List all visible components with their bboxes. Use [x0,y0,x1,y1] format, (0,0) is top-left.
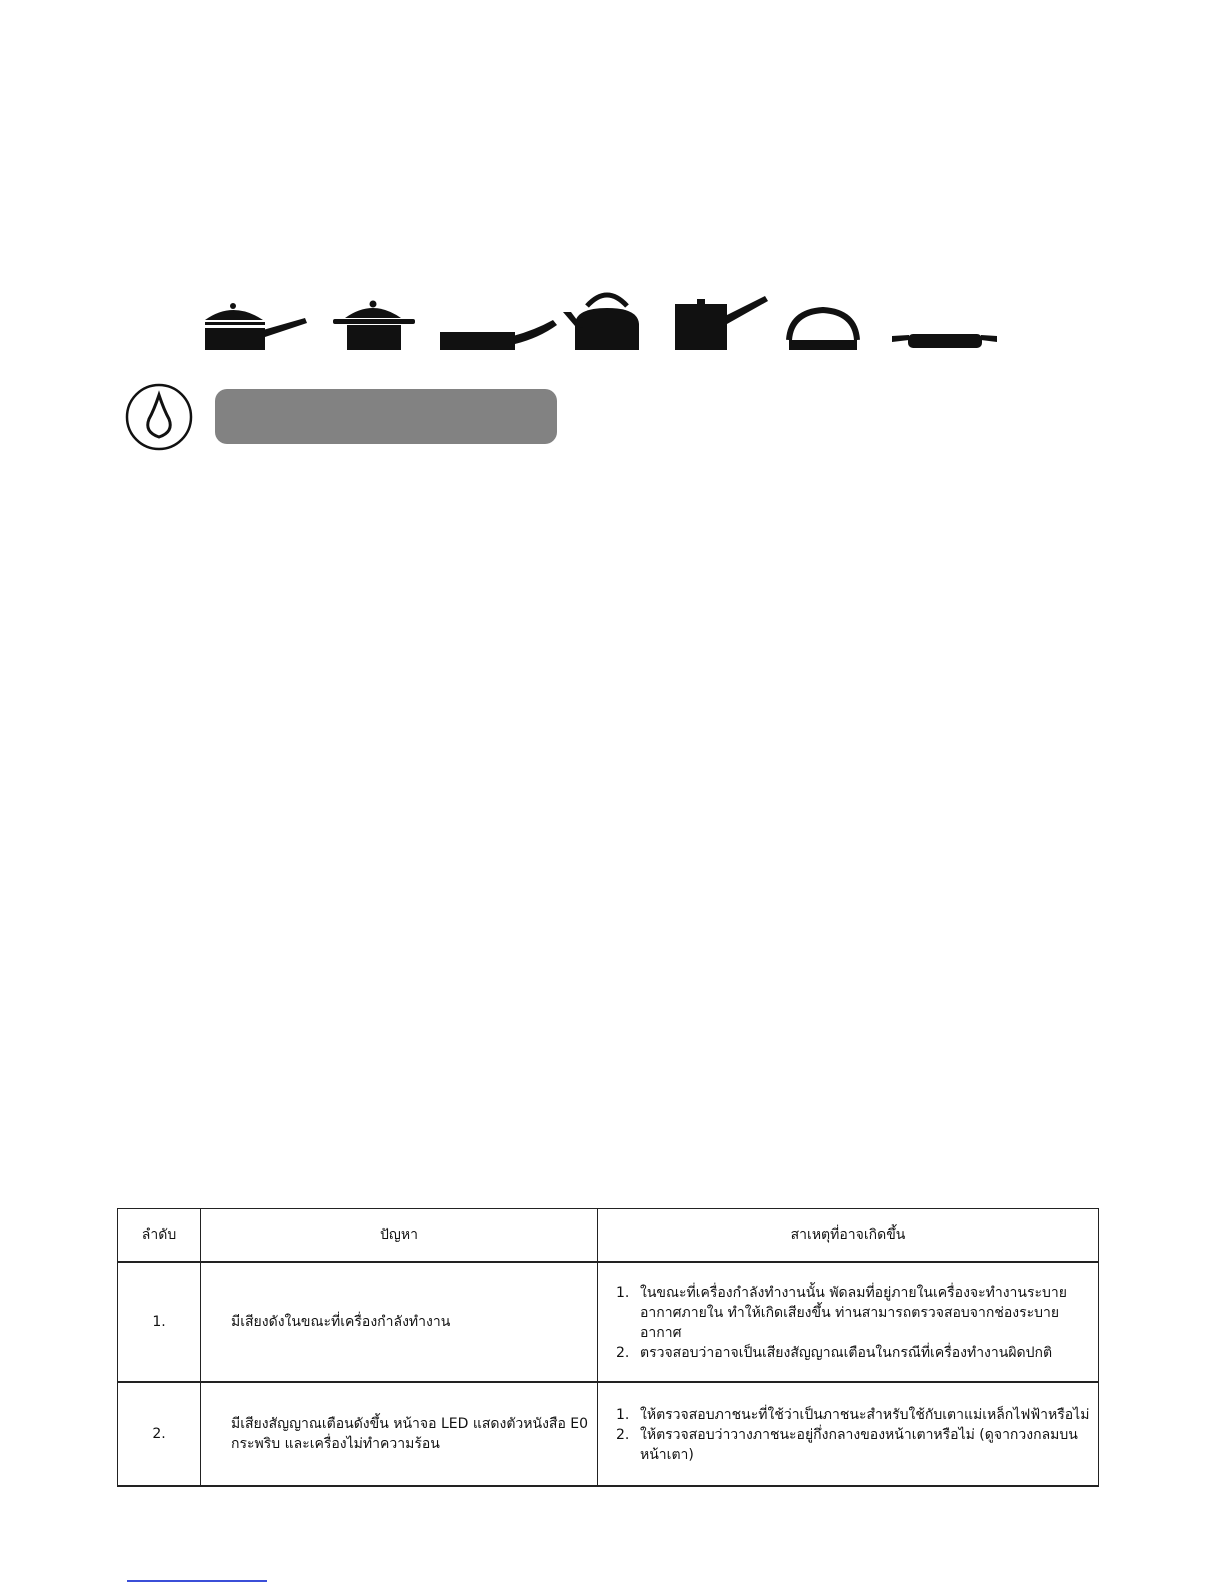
cause-item [616,1425,1094,1465]
table-row [118,1382,1099,1486]
cause-list [616,1405,1094,1465]
water-drop-icon [124,382,194,452]
frying-pan-icon [440,320,557,350]
cause-list [616,1283,1094,1363]
cause-cell [598,1382,1099,1486]
cookware-svg [195,282,1005,362]
saute-pan-with-lid-icon [205,303,307,350]
cause-number: 2. [616,1427,630,1443]
cause-number: 2. [616,1345,630,1361]
cause-text: ให้ตรวจสอบว่าวางภาชนะอยู่กึ่งกลางของหน้าเตาหรือไม่ (ดูจากวงกลมบนหน้าเตา) [640,1427,1078,1463]
cause-item [616,1283,1094,1343]
problem-text: มีเสียงดังในขณะที่เครื่องกำลังทำงาน [201,1262,598,1382]
cause-number: 1. [616,1285,630,1301]
saucepan-icon [675,296,768,350]
row-number: 2. [118,1382,201,1486]
cause-item [616,1343,1094,1363]
column-header-cause: สาเหตุที่อาจเกิดขึ้น [598,1209,1099,1263]
casserole-pot-icon [333,301,415,351]
problem-text: มีเสียงสัญญาณเตือนดังขึ้น หน้าจอ LED แสดงตัวหนังสือ E0 กระพริบ และเครื่องไม่ทำความร้อน [201,1382,598,1486]
cause-number: 1. [616,1407,630,1423]
section-header-bar [215,389,557,444]
cause-cell [598,1262,1099,1382]
wok-icon [789,307,857,350]
column-header-no: ลำดับ [118,1209,201,1263]
section-header [124,382,564,452]
table-row [118,1262,1099,1382]
table-header-row [118,1209,1099,1263]
cause-text: ให้ตรวจสอบภาชนะที่ใช้ว่าเป็นภาชนะสำหรับใช้กับเตาแม่เหล็กไฟฟ้าหรือไม่ [640,1407,1090,1423]
cause-text: ตรวจสอบว่าอาจเป็นเสียงสัญญาณเตือนในกรณีที่เครื่องทำงานผิดปกติ [640,1345,1053,1361]
cause-text: ในขณะที่เครื่องกำลังทำงานนั้น พัดลมที่อยู่ภายในเครื่องจะทำงานระบายอากาศภายใน ทำให้เกิดเสียงขึ้น ท่านสามารถตรวจสอบจากช่องระบายอากาศ [640,1285,1067,1341]
footer-rule [127,1580,267,1582]
cookware-illustrations [195,282,1005,362]
row-number: 1. [118,1262,201,1382]
column-header-problem: ปัญหา [201,1209,598,1263]
flat-pan-icon [892,334,997,348]
kettle-icon [563,295,639,350]
cause-item [616,1405,1094,1425]
troubleshooting-table [117,1208,1099,1487]
